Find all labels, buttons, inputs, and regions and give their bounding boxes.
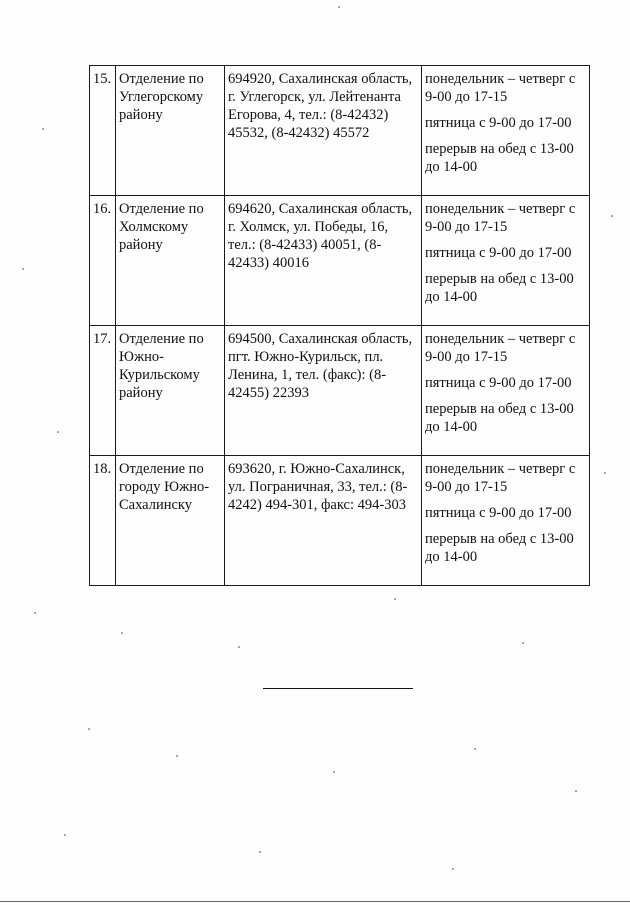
hours-lunch: перерыв на обед с 13-00 до 14-00 [425, 141, 574, 175]
scan-speck [394, 598, 396, 600]
row-number: 17. [90, 326, 116, 456]
office-hours [422, 66, 590, 196]
scan-speck [22, 268, 24, 270]
hours-friday: пятница с 9-00 до 17-00 [425, 245, 572, 261]
table-row [90, 66, 590, 196]
scan-speck [238, 646, 240, 648]
table-row [90, 326, 590, 456]
offices-table [89, 65, 590, 586]
hours-friday: пятница с 9-00 до 17-00 [425, 505, 572, 521]
office-address: 693620, г. Южно-Сахалинск, ул. Пограничная, 33, тел.: (8-4242) 494-301, факс: 494-303 [225, 456, 422, 586]
scan-speck [522, 642, 524, 644]
office-address: 694920, Сахалинская область, г. Углегорск, ул. Лейтенанта Егорова, 4, тел.: (8-42432) 45532, (8-42432) 45572 [225, 66, 422, 196]
hours-friday: пятница с 9-00 до 17-00 [425, 375, 572, 391]
office-name: Отделение по Южно-Курильскому району [116, 326, 225, 456]
row-number: 18. [90, 456, 116, 586]
hours-friday: пятница с 9-00 до 17-00 [425, 115, 572, 131]
table-row [90, 196, 590, 326]
end-divider-line [263, 688, 413, 689]
table-row [90, 456, 590, 586]
hours-lunch: перерыв на обед с 13-00 до 14-00 [425, 401, 574, 435]
hours-weekdays: понедельник – четверг с 9-00 до 17-15 [425, 331, 576, 365]
scan-speck [64, 834, 66, 836]
scan-speck [176, 755, 178, 757]
hours-weekdays: понедельник – четверг с 9-00 до 17-15 [425, 71, 576, 105]
scan-speck [575, 790, 577, 792]
scan-speck [333, 771, 335, 773]
scan-speck [259, 851, 261, 853]
office-hours [422, 196, 590, 326]
office-hours [422, 326, 590, 456]
scan-speck [474, 748, 476, 750]
scan-speck [452, 868, 454, 870]
hours-lunch: перерыв на обед с 13-00 до 14-00 [425, 271, 574, 305]
office-address: 694620, Сахалинская область, г. Холмск, ул. Победы, 16, тел.: (8-42433) 40051, (8-42433) 40016 [225, 196, 422, 326]
office-name: Отделение по городу Южно-Сахалинску [116, 456, 225, 586]
office-hours [422, 456, 590, 586]
hours-weekdays: понедельник – четверг с 9-00 до 17-15 [425, 201, 576, 235]
page-bottom-edge [0, 901, 630, 902]
scan-speck [34, 612, 36, 614]
scan-speck [42, 128, 44, 130]
hours-weekdays: понедельник – четверг с 9-00 до 17-15 [425, 461, 576, 495]
office-name: Отделение по Углегорскому району [116, 66, 225, 196]
row-number: 16. [90, 196, 116, 326]
office-name: Отделение по Холмскому району [116, 196, 225, 326]
scan-speck [611, 215, 613, 217]
scan-speck [604, 472, 606, 474]
scan-speck [121, 632, 123, 634]
scan-speck [88, 728, 90, 730]
row-number: 15. [90, 66, 116, 196]
scan-speck [57, 431, 59, 433]
scan-speck [338, 6, 340, 8]
hours-lunch: перерыв на обед с 13-00 до 14-00 [425, 531, 574, 565]
office-address: 694500, Сахалинская область, пгт. Южно-Курильск, пл. Ленина, 1, тел. (факс): (8-42455) 22393 [225, 326, 422, 456]
